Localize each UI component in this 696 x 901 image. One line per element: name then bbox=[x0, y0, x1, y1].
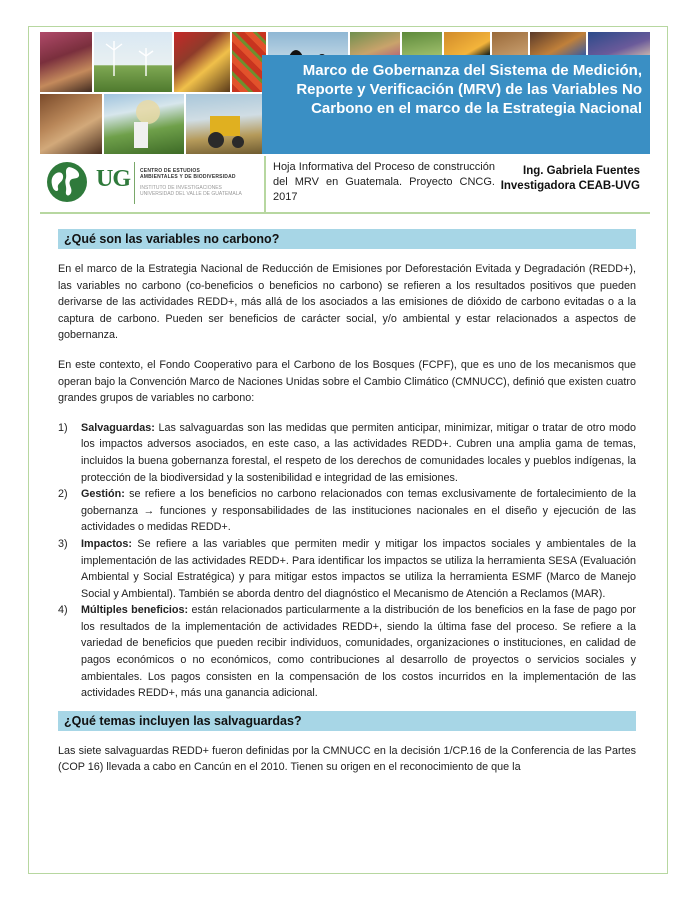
info-divider-line bbox=[40, 212, 650, 214]
logo-line-3: INSTITUTO DE INVESTIGACIONES bbox=[140, 185, 222, 191]
list-number: 1) bbox=[58, 421, 68, 434]
paragraph: Las siete salvaguardas REDD+ fueron definidas por la CMNUCC en la decisión 1/CP.16 de la Conferencia de las Partes (COP 16) llevada a cabo en Cancún en el 2010. Tienen su origen en el reconocimiento de que la bbox=[58, 744, 636, 774]
uvg-logo-mark: UG bbox=[96, 166, 130, 192]
main-content bbox=[58, 229, 636, 776]
list-item bbox=[58, 536, 636, 602]
paragraph: En este contexto, el Fondo Cooperativo para el Carbono de los Bosques (FCPF), que es uno de los mecanismos que operan bajo la Convención Marco de Naciones Unidas sobre el Cambio Climático (CMNUCC), definió que existen cuatro grandes grupos de variables no carbono: bbox=[58, 358, 636, 405]
photo-produce bbox=[232, 32, 266, 92]
list-term: Salvaguardas: bbox=[81, 421, 155, 434]
section-heading: ¿Qué son las variables no carbono? bbox=[58, 229, 636, 249]
photo-wind-turbines bbox=[94, 32, 172, 92]
photo-elderly-woman bbox=[40, 94, 102, 154]
list-item bbox=[58, 602, 636, 702]
section-heading: ¿Qué temas incluyen las salvaguardas? bbox=[58, 711, 636, 731]
title-line-1: Marco de Gobernanza del Sistema de Medición, bbox=[302, 62, 642, 79]
list-number: 4) bbox=[58, 604, 68, 617]
logo-center-name bbox=[140, 168, 260, 180]
list-term: Impactos: bbox=[81, 537, 132, 550]
logo-line-4: UNIVERSIDAD DEL VALLE DE GUATEMALA bbox=[140, 191, 242, 197]
author-role: Investigadora CEAB-UVG bbox=[500, 180, 640, 192]
info-sheet-description: Hoja Informativa del Proceso de construcción del MRV en Guatemala. Proyecto CNCG. 2017 bbox=[273, 161, 495, 203]
list-text: Se refiere a las variables que permiten medir y mitigar los impactos sociales y ambientales de la implementación de las actividades REDD+. Para identificar los impactos se utiliza la herramienta SESA (Evaluación Ambiental y Social Estratégica) y para mitigar estos impactos se utiliza la herramienta ESMF (Marco de Manejo Social y Ambiental). También se aborda dentro del diagnóstico el Mecanismo de Atención a Reclamos (MAR). bbox=[81, 537, 636, 600]
photo-market-vendor bbox=[174, 32, 230, 92]
author-block bbox=[501, 164, 640, 194]
list-text: Las salvaguardas son las medidas que permiten anticipar, minimizar, mitigar o tratar de otro modo los impactos adversos asociados, en este caso, a las actividades REDD+. Cubren una amplia gama de temas, incluidos la buena gobernanza forestal, el respeto de los derechos de comunidades locales y pueblos indígenas, la protección de la biodiversidad y la sostenibilidad e integridad de las emisiones. bbox=[81, 421, 636, 484]
list-item bbox=[58, 420, 636, 486]
list-text: están relacionados particularmente a la distribución de los beneficios en la fase de pago por los resultados de la implementación de actividades REDD+, siendo la última fase del proceso. Se refiere a la variedad de beneficios que pueden recibir individuos, comunidades, organizaciones o instituciones, en calidad de pagos económicos o no económicos, como contribuciones al desarrollo de proyectos o servicios sociales y ambientales. Los pagos consisten en la compensación de los costos incurridos en la implementación de las actividades REDD+, más una ganancia adicional. bbox=[81, 604, 636, 700]
info-row bbox=[40, 156, 650, 212]
logo-line-1: CENTRO DE ESTUDIOS bbox=[140, 168, 200, 174]
list-text: se refiere a los beneficios no carbono relacionados con temas exclusivamente de fortalecimiento de la gobernanza → funciones y responsabilidades de las instituciones nacionales en el diseño y ejecución de las actividades o medidas REDD+. bbox=[81, 488, 636, 534]
variable-group-list bbox=[58, 420, 636, 702]
document-title bbox=[262, 55, 650, 154]
logo-line-2: AMBIENTALES Y DE BIODIVERSIDAD bbox=[140, 174, 236, 180]
list-number: 2) bbox=[58, 488, 68, 501]
title-line-2: Reporte y Verificación (MRV) de las Variables No bbox=[296, 81, 642, 98]
title-line-3: Carbono en el marco de la Estrategia Nacional bbox=[311, 100, 642, 117]
author-name: Ing. Gabriela Fuentes bbox=[523, 165, 640, 177]
photo-man-bananas bbox=[104, 94, 184, 154]
list-term: Gestión: bbox=[81, 488, 125, 501]
globe-logo-icon bbox=[46, 161, 88, 203]
list-term: Múltiples beneficios: bbox=[81, 604, 189, 617]
photo-tractor bbox=[186, 94, 266, 154]
info-divider bbox=[264, 156, 266, 212]
list-number: 3) bbox=[58, 537, 68, 550]
list-item bbox=[58, 486, 636, 536]
paragraph: En el marco de la Estrategia Nacional de Reducción de Emisiones por Deforestación Evitada y Degradación (REDD+), las variables no carbono (co-beneficios o beneficios no carbono) se refieren a los resultados positivos que pueden derivarse de las actividades REDD+, más allá de los asociados a las emisiones de dióxido de carbono evitadas o a la captura de carbono. Pueden ser beneficios de carácter social, y/o ambiental y estar relacionados a aspectos de gobernanza. bbox=[58, 263, 636, 342]
logo-university-name bbox=[140, 185, 260, 197]
logo-divider bbox=[134, 162, 135, 204]
photo-girl-headscarf bbox=[40, 32, 92, 92]
